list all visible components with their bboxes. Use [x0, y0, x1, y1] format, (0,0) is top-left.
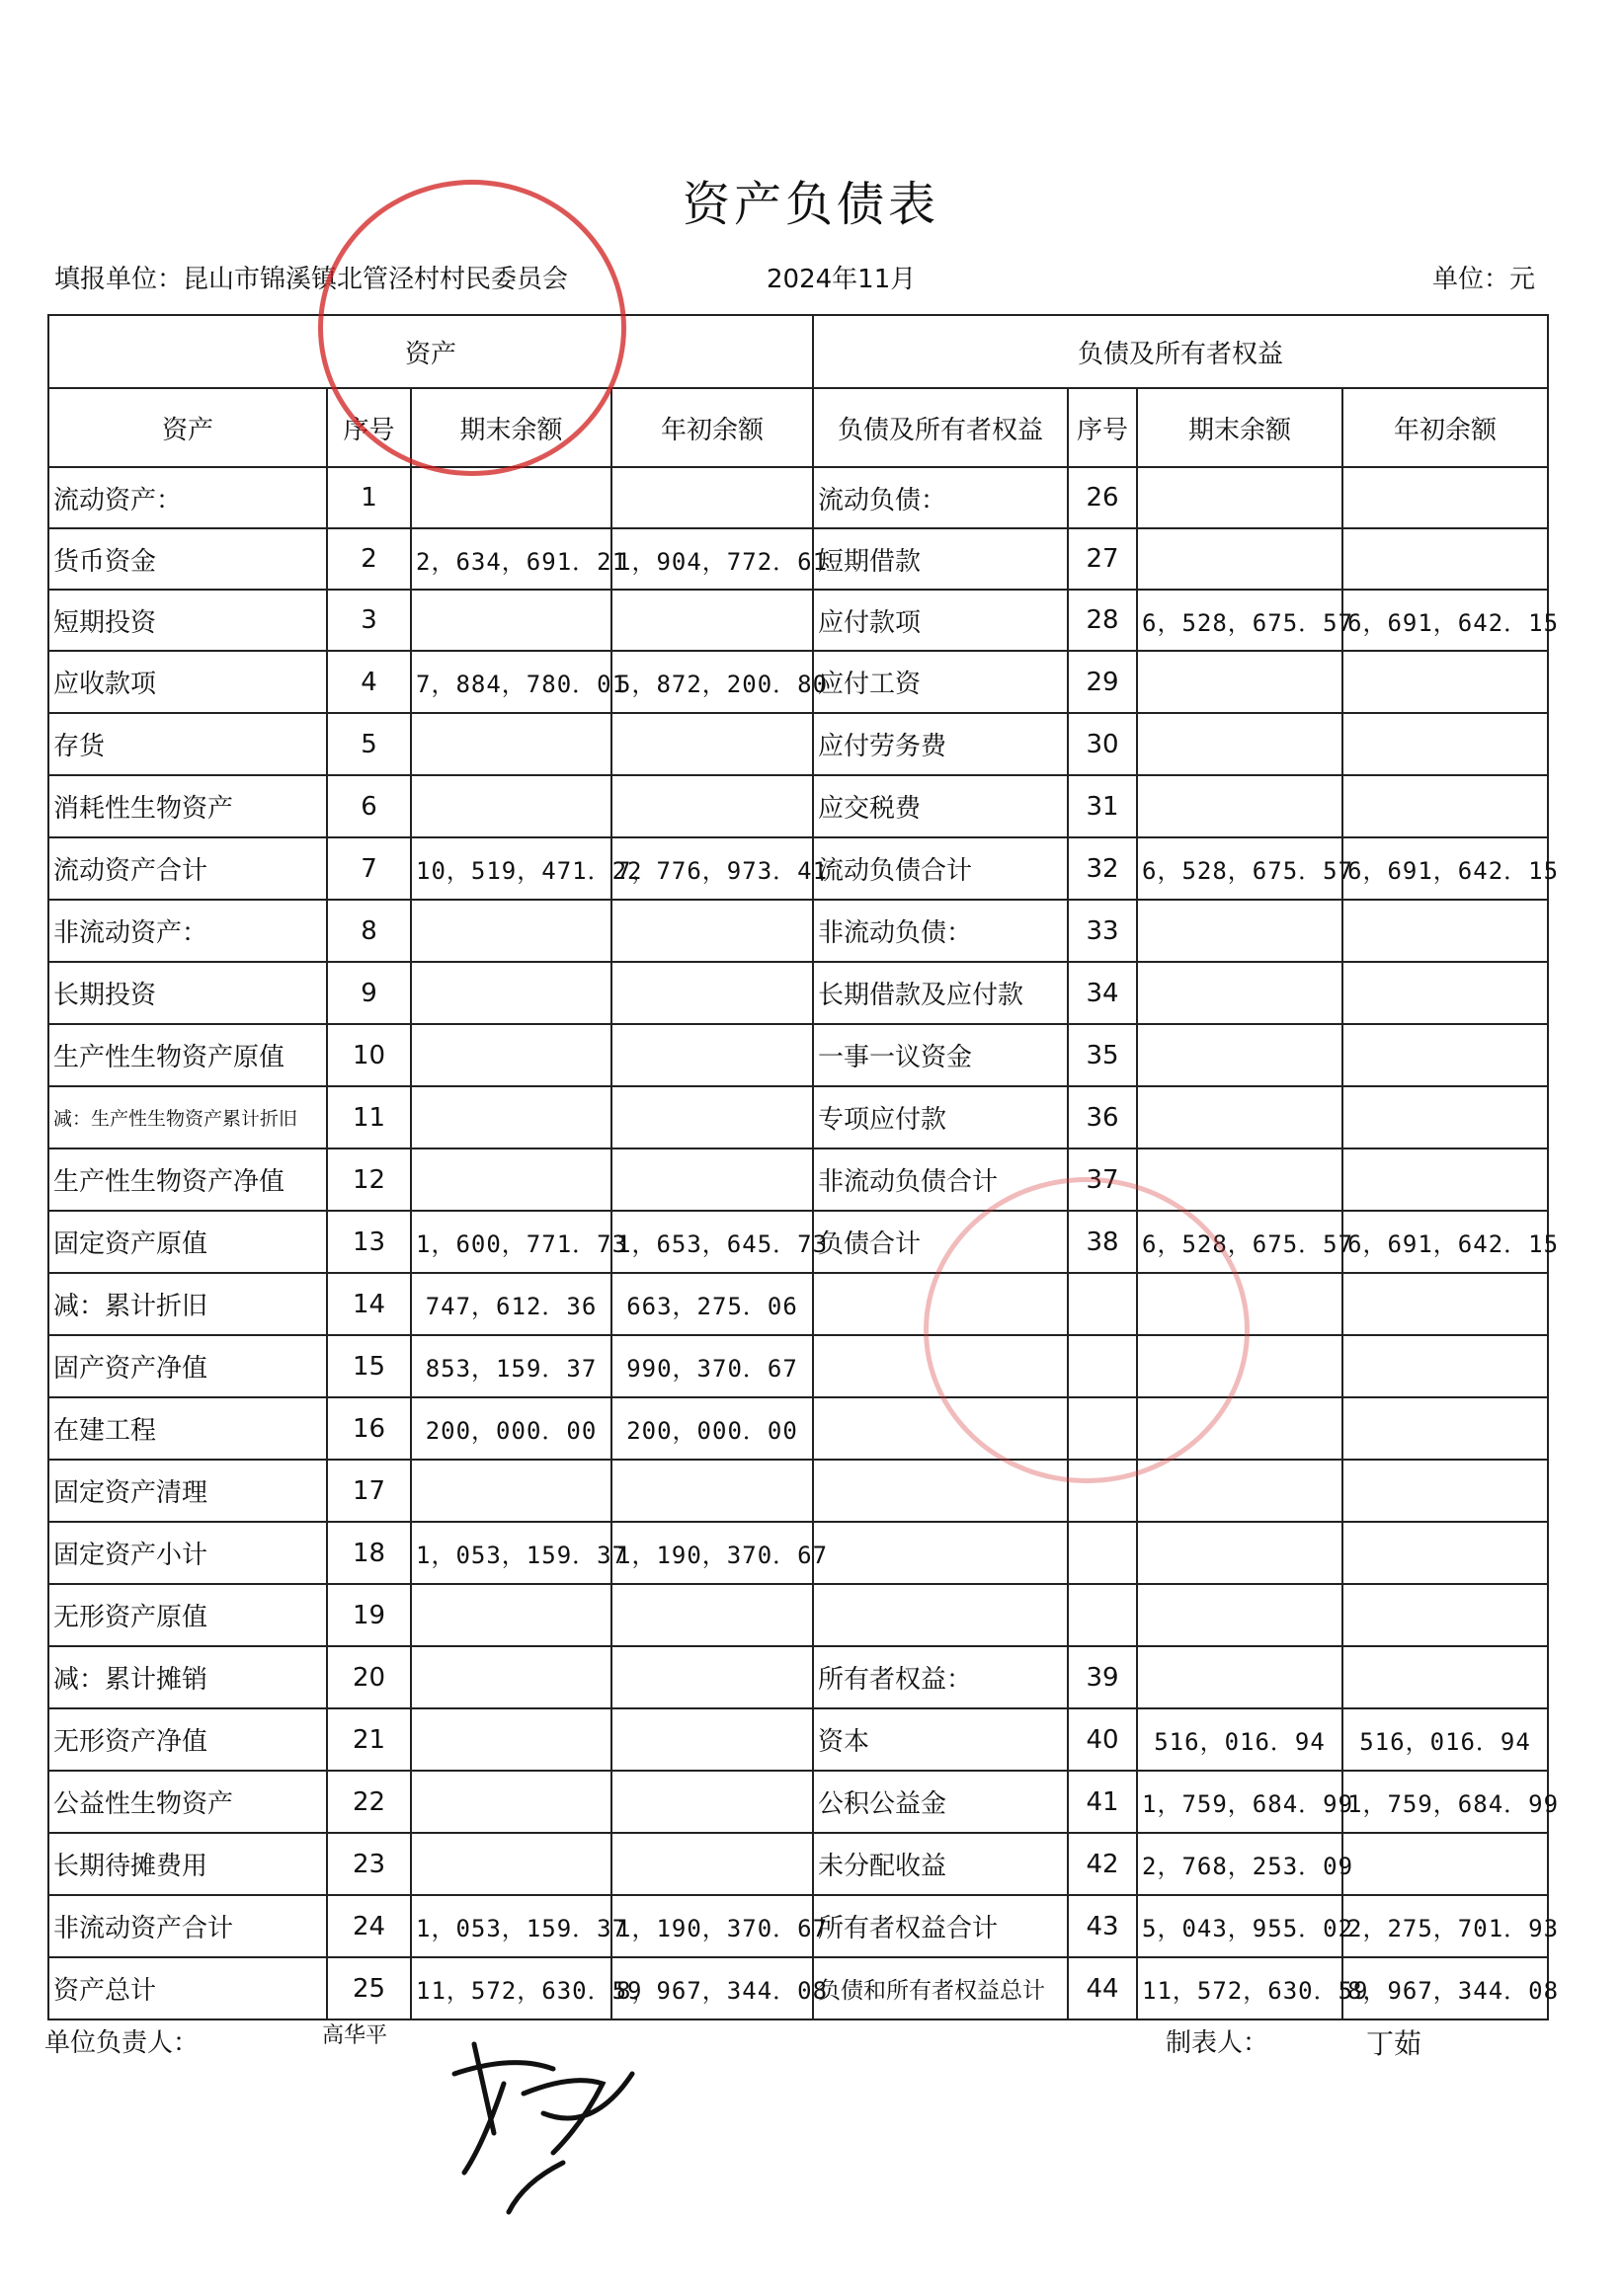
asset-seq: 19	[327, 1584, 411, 1646]
asset-begin-balance	[611, 962, 813, 1024]
asset-end-balance: 2，634，691．21	[411, 528, 611, 590]
asset-name: 固产资产净值	[48, 1335, 327, 1397]
head-label: 单位负责人：	[44, 2028, 200, 2058]
asset-name: 短期投资	[48, 590, 327, 651]
asset-end-balance	[411, 1646, 611, 1708]
liability-seq: 39	[1068, 1646, 1137, 1708]
table-row	[48, 528, 1548, 590]
asset-begin-balance	[611, 1086, 813, 1148]
asset-name: 长期待摊费用	[48, 1833, 327, 1895]
asset-name: 生产性生物资产净值	[48, 1148, 327, 1211]
balance-sheet-table	[47, 314, 1560, 2020]
liability-seq: 26	[1068, 467, 1137, 528]
asset-seq: 14	[327, 1273, 411, 1335]
asset-end-balance	[411, 590, 611, 651]
asset-name: 存货	[48, 713, 327, 775]
asset-begin-balance	[611, 1833, 813, 1895]
liability-end-balance	[1137, 900, 1342, 962]
table-row	[48, 837, 1548, 900]
col-header-begin-balance: 年初余额	[611, 388, 813, 467]
liability-end-balance	[1137, 775, 1342, 837]
liability-name: 长期借款及应付款	[813, 962, 1068, 1024]
asset-seq: 17	[327, 1460, 411, 1522]
liability-begin-balance	[1342, 467, 1548, 528]
asset-name: 公益性生物资产	[48, 1771, 327, 1833]
asset-seq: 11	[327, 1086, 411, 1148]
asset-end-balance	[411, 1086, 611, 1148]
liability-seq: 31	[1068, 775, 1137, 837]
liability-seq: 35	[1068, 1024, 1137, 1086]
asset-begin-balance	[611, 1708, 813, 1771]
liability-begin-balance	[1342, 1646, 1548, 1708]
liability-name	[813, 1522, 1068, 1584]
asset-end-balance	[411, 1148, 611, 1211]
asset-end-balance	[411, 1771, 611, 1833]
liability-seq: 34	[1068, 962, 1137, 1024]
liability-seq: 40	[1068, 1708, 1137, 1771]
table-row	[48, 775, 1548, 837]
liability-begin-balance	[1342, 775, 1548, 837]
asset-begin-balance: 200，000．00	[611, 1397, 813, 1460]
liability-end-balance	[1137, 962, 1342, 1024]
liability-end-balance	[1137, 528, 1342, 590]
asset-begin-balance: 990，370．67	[611, 1335, 813, 1397]
table-row	[48, 467, 1548, 528]
liability-seq: 27	[1068, 528, 1137, 590]
asset-begin-balance	[611, 1460, 813, 1522]
asset-begin-balance	[611, 775, 813, 837]
asset-seq: 4	[327, 651, 411, 713]
group-header-liabilities: 负债及所有者权益	[813, 315, 1548, 388]
asset-begin-balance	[611, 1584, 813, 1646]
liability-name: 非流动负债：	[813, 900, 1068, 962]
asset-begin-balance	[611, 590, 813, 651]
col-header-seq2: 序号	[1068, 388, 1137, 467]
liability-end-balance	[1137, 1024, 1342, 1086]
asset-begin-balance: 1，904，772．61	[611, 528, 813, 590]
table-row	[48, 1211, 1548, 1273]
asset-seq: 18	[327, 1522, 411, 1584]
liability-begin-balance: 6，691，642．15	[1342, 1211, 1548, 1273]
liability-name: 应付劳务费	[813, 713, 1068, 775]
table-row	[48, 1335, 1548, 1397]
asset-seq: 15	[327, 1335, 411, 1397]
asset-seq: 12	[327, 1148, 411, 1211]
liability-name: 流动负债：	[813, 467, 1068, 528]
liability-end-balance: 11，572，630．59	[1137, 1957, 1342, 2019]
col-header-asset: 资产	[48, 388, 327, 467]
liability-seq: 37	[1068, 1148, 1137, 1211]
asset-name: 流动资产合计	[48, 837, 327, 900]
liability-end-balance	[1137, 713, 1342, 775]
official-seal	[318, 180, 626, 476]
asset-end-balance	[411, 775, 611, 837]
asset-seq: 22	[327, 1771, 411, 1833]
asset-end-balance: 10，519，471．22	[411, 837, 611, 900]
asset-seq: 3	[327, 590, 411, 651]
asset-begin-balance	[611, 1771, 813, 1833]
table-row	[48, 900, 1548, 962]
liability-begin-balance: 1，759，684．99	[1342, 1771, 1548, 1833]
col-header-end-balance: 期末余额	[411, 388, 611, 467]
liability-end-balance	[1137, 1522, 1342, 1584]
liability-seq: 36	[1068, 1086, 1137, 1148]
liability-seq: 32	[1068, 837, 1137, 900]
faint-seal	[924, 1177, 1250, 1483]
liability-seq: 43	[1068, 1895, 1137, 1957]
liability-end-balance: 6，528，675．57	[1137, 1211, 1342, 1273]
asset-name: 固定资产原值	[48, 1211, 327, 1273]
asset-end-balance	[411, 1584, 611, 1646]
liability-name: 公积公益金	[813, 1771, 1068, 1833]
liability-begin-balance	[1342, 1148, 1548, 1211]
asset-begin-balance	[611, 1148, 813, 1211]
liability-end-balance: 5，043，955．02	[1137, 1895, 1342, 1957]
liability-begin-balance	[1342, 528, 1548, 590]
asset-begin-balance: 8，967，344．08	[611, 1957, 813, 2019]
liability-end-balance: 6，528，675．57	[1137, 590, 1342, 651]
liability-name: 短期借款	[813, 528, 1068, 590]
liability-name: 所有者权益合计	[813, 1895, 1068, 1957]
asset-end-balance	[411, 1024, 611, 1086]
liability-name: 专项应付款	[813, 1086, 1068, 1148]
asset-begin-balance	[611, 1024, 813, 1086]
asset-seq: 6	[327, 775, 411, 837]
liability-begin-balance	[1342, 713, 1548, 775]
liability-begin-balance	[1342, 1273, 1548, 1335]
liability-name: 资本	[813, 1708, 1068, 1771]
liability-name: 负债合计	[813, 1211, 1068, 1273]
liability-end-balance	[1137, 1584, 1342, 1646]
liability-name: 应付款项	[813, 590, 1068, 651]
liability-begin-balance	[1342, 1584, 1548, 1646]
table-row	[48, 651, 1548, 713]
asset-name: 无形资产原值	[48, 1584, 327, 1646]
col-header-seq: 序号	[327, 388, 411, 467]
asset-seq: 10	[327, 1024, 411, 1086]
col-header-liability: 负债及所有者权益	[813, 388, 1068, 467]
table-row	[48, 1397, 1548, 1460]
liability-begin-balance	[1342, 1833, 1548, 1895]
table-row	[48, 1460, 1548, 1522]
head-name: 高华平	[322, 2023, 388, 2048]
table-row	[48, 1584, 1548, 1646]
liability-end-balance	[1137, 1086, 1342, 1148]
asset-end-balance	[411, 467, 611, 528]
asset-seq: 7	[327, 837, 411, 900]
signature-image	[435, 2015, 662, 2222]
asset-name: 非流动资产合计	[48, 1895, 327, 1957]
asset-end-balance	[411, 1833, 611, 1895]
liability-begin-balance	[1342, 962, 1548, 1024]
asset-name: 资产总计	[48, 1957, 327, 2019]
table-row	[48, 1895, 1548, 1957]
asset-end-balance: 1，053，159．37	[411, 1895, 611, 1957]
asset-end-balance: 853，159．37	[411, 1335, 611, 1397]
liability-name: 非流动负债合计	[813, 1148, 1068, 1211]
liability-end-balance: 2，768，253．09	[1137, 1833, 1342, 1895]
asset-name: 应收款项	[48, 651, 327, 713]
asset-begin-balance: 663，275．06	[611, 1273, 813, 1335]
liability-seq: 28	[1068, 590, 1137, 651]
asset-name: 减：累计折旧	[48, 1273, 327, 1335]
asset-end-balance: 747，612．36	[411, 1273, 611, 1335]
liability-seq: 29	[1068, 651, 1137, 713]
liability-end-balance	[1137, 1460, 1342, 1522]
asset-begin-balance	[611, 467, 813, 528]
asset-begin-balance	[611, 900, 813, 962]
table-row	[48, 1708, 1548, 1771]
liability-begin-balance: 8，967，344．08	[1342, 1957, 1548, 2019]
maker-label: 制表人：	[1166, 2028, 1269, 2058]
liability-name: 所有者权益：	[813, 1646, 1068, 1708]
asset-name: 在建工程	[48, 1397, 327, 1460]
asset-seq: 1	[327, 467, 411, 528]
asset-begin-balance: 5，872，200．80	[611, 651, 813, 713]
asset-name: 减：累计摊销	[48, 1646, 327, 1708]
asset-begin-balance: 1，190，370．67	[611, 1522, 813, 1584]
liability-name: 未分配收益	[813, 1833, 1068, 1895]
table-row	[48, 1148, 1548, 1211]
liability-end-balance	[1137, 1646, 1342, 1708]
asset-name: 固定资产小计	[48, 1522, 327, 1584]
liability-name: 应交税费	[813, 775, 1068, 837]
liability-seq	[1068, 1584, 1137, 1646]
asset-name: 货币资金	[48, 528, 327, 590]
asset-name: 非流动资产：	[48, 900, 327, 962]
liability-begin-balance	[1342, 1086, 1548, 1148]
table-row	[48, 962, 1548, 1024]
asset-seq: 25	[327, 1957, 411, 2019]
liability-begin-balance: 2，275，701．93	[1342, 1895, 1548, 1957]
asset-name: 流动资产：	[48, 467, 327, 528]
liability-seq: 38	[1068, 1211, 1137, 1273]
table-row	[48, 1086, 1548, 1148]
liability-name	[813, 1584, 1068, 1646]
liability-begin-balance	[1342, 1460, 1548, 1522]
asset-begin-balance: 1，653，645．73	[611, 1211, 813, 1273]
liability-end-balance: 1，759，684．99	[1137, 1771, 1342, 1833]
asset-end-balance: 1，053，159．37	[411, 1522, 611, 1584]
table-row	[48, 1273, 1548, 1335]
asset-end-balance: 1，600，771．73	[411, 1211, 611, 1273]
asset-name: 生产性生物资产原值	[48, 1024, 327, 1086]
asset-seq: 9	[327, 962, 411, 1024]
currency-unit: 单位：元	[1432, 265, 1536, 294]
liability-begin-balance	[1342, 1522, 1548, 1584]
asset-seq: 5	[327, 713, 411, 775]
liability-seq	[1068, 1522, 1137, 1584]
asset-name: 减：生产性生物资产累计折旧	[48, 1086, 327, 1148]
liability-end-balance: 6，528，675．57	[1137, 837, 1342, 900]
asset-begin-balance: 1，190，370．67	[611, 1895, 813, 1957]
liability-begin-balance	[1342, 1397, 1548, 1460]
asset-seq: 2	[327, 528, 411, 590]
reporting-unit: 填报单位：昆山市锦溪镇北管泾村村民委员会	[54, 265, 569, 294]
maker-name: 丁茹	[1366, 2027, 1422, 2060]
liability-seq: 44	[1068, 1957, 1137, 2019]
liability-name: 流动负债合计	[813, 837, 1068, 900]
asset-seq: 24	[327, 1895, 411, 1957]
liability-begin-balance: 6，691，642．15	[1342, 837, 1548, 900]
report-period: 2024年11月	[767, 265, 917, 294]
col-header-begin-balance2: 年初余额	[1342, 388, 1548, 467]
asset-end-balance	[411, 1460, 611, 1522]
table-row	[48, 713, 1548, 775]
liability-seq: 41	[1068, 1771, 1137, 1833]
liability-seq: 42	[1068, 1833, 1137, 1895]
liability-begin-balance	[1342, 1335, 1548, 1397]
liability-end-balance	[1137, 651, 1342, 713]
asset-name: 固定资产清理	[48, 1460, 327, 1522]
asset-end-balance	[411, 713, 611, 775]
asset-seq: 23	[327, 1833, 411, 1895]
liability-begin-balance	[1342, 651, 1548, 713]
table-row	[48, 1024, 1548, 1086]
liability-name: 应付工资	[813, 651, 1068, 713]
col-header-end-balance2: 期末余额	[1137, 388, 1342, 467]
asset-seq: 16	[327, 1397, 411, 1460]
liability-begin-balance	[1342, 900, 1548, 962]
asset-end-balance	[411, 1708, 611, 1771]
table-row	[48, 1957, 1548, 2019]
asset-name: 长期投资	[48, 962, 327, 1024]
liability-seq: 30	[1068, 713, 1137, 775]
asset-end-balance	[411, 962, 611, 1024]
asset-begin-balance	[611, 713, 813, 775]
asset-begin-balance: 7，776，973．41	[611, 837, 813, 900]
asset-name: 消耗性生物资产	[48, 775, 327, 837]
asset-seq: 8	[327, 900, 411, 962]
asset-name: 无形资产净值	[48, 1708, 327, 1771]
page-title: 资产负债表	[682, 177, 939, 232]
asset-seq: 20	[327, 1646, 411, 1708]
group-header-assets: 资产	[48, 315, 813, 388]
liability-end-balance	[1137, 467, 1342, 528]
liability-name: 一事一议资金	[813, 1024, 1068, 1086]
asset-end-balance: 11，572，630．59	[411, 1957, 611, 2019]
table-row	[48, 1771, 1548, 1833]
asset-end-balance	[411, 900, 611, 962]
liability-seq: 33	[1068, 900, 1137, 962]
table-row	[48, 1646, 1548, 1708]
liability-begin-balance	[1342, 1024, 1548, 1086]
liability-end-balance: 516，016．94	[1137, 1708, 1342, 1771]
table-row	[48, 1522, 1548, 1584]
asset-seq: 13	[327, 1211, 411, 1273]
asset-end-balance: 7，884，780．01	[411, 651, 611, 713]
table-row	[48, 590, 1548, 651]
asset-begin-balance	[611, 1646, 813, 1708]
liability-name: 负债和所有者权益总计	[813, 1957, 1068, 2019]
liability-begin-balance: 6，691，642．15	[1342, 590, 1548, 651]
asset-end-balance: 200，000．00	[411, 1397, 611, 1460]
asset-seq: 21	[327, 1708, 411, 1771]
liability-begin-balance: 516，016．94	[1342, 1708, 1548, 1771]
table-row	[48, 1833, 1548, 1895]
